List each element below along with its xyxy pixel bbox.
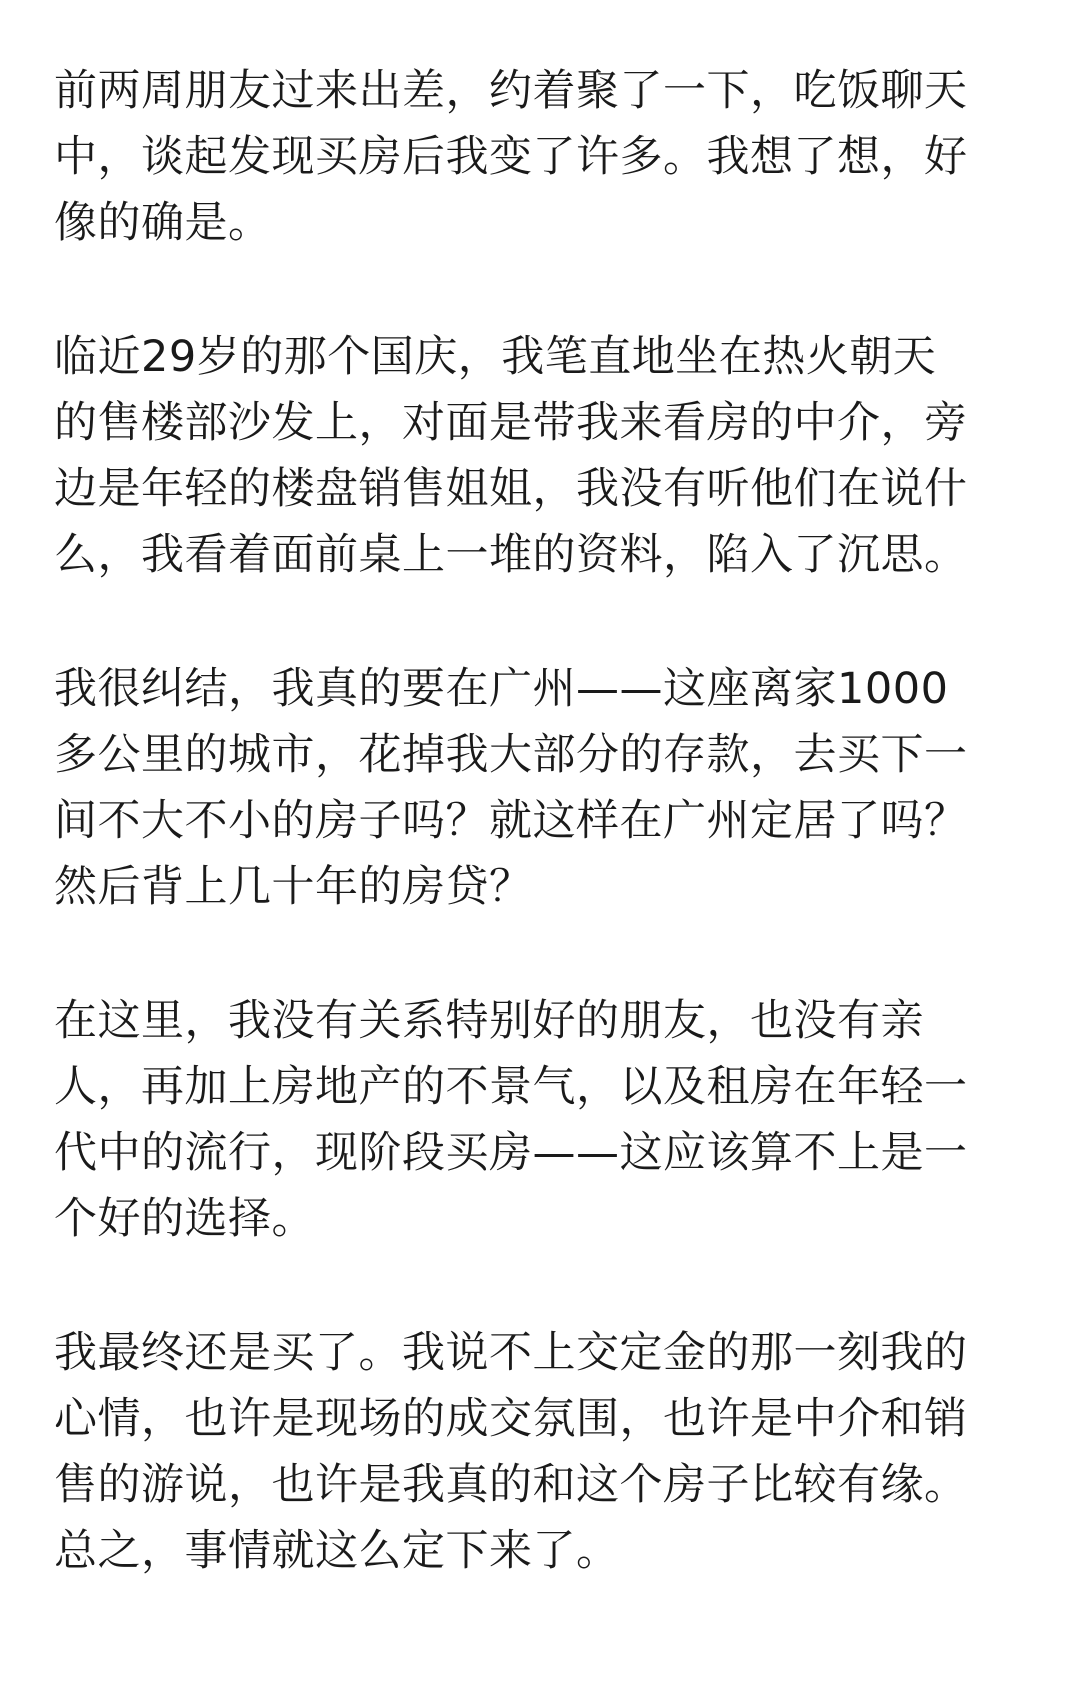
- paragraph-line: 前两周朋友过来出差，约着聚了一下，吃饭聊天: [54, 66, 968, 116]
- paragraph-line: 的售楼部沙发上，对面是带我来看房的中介，旁: [54, 398, 968, 448]
- paragraph-line: 像的确是。: [54, 198, 272, 248]
- paragraph-line: 售的游说，也许是我真的和这个房子比较有缘。: [54, 1460, 968, 1510]
- paragraph-line: 总之，事情就这么定下来了。: [54, 1526, 620, 1576]
- paragraph-line: 我最终还是买了。我说不上交定金的那一刻我的: [54, 1328, 968, 1378]
- paragraph-line: 间不大不小的房子吗？就这样在广州定居了吗？: [54, 796, 968, 846]
- paragraph-line: 人，再加上房地产的不景气，以及租房在年轻一: [54, 1062, 968, 1112]
- paragraph-line: 多公里的城市，花掉我大部分的存款，去买下一: [54, 730, 968, 780]
- paragraph-4: [54, 988, 1030, 1252]
- paragraph-line: 临近29岁的那个国庆，我笔直地坐在热火朝天: [54, 332, 937, 382]
- paragraph-line: 然后背上几十年的房贷？: [54, 862, 533, 912]
- paragraph-line: 边是年轻的楼盘销售姐姐，我没有听他们在说什: [54, 464, 968, 514]
- paragraph-2: [54, 324, 1030, 588]
- paragraph-5: [54, 1320, 1030, 1584]
- paragraph-line: 个好的选择。: [54, 1194, 315, 1244]
- paragraph-line: 在这里，我没有关系特别好的朋友，也没有亲: [54, 996, 924, 1046]
- paragraph-1: [54, 58, 1030, 256]
- paragraph-3: [54, 656, 1030, 920]
- paragraph-line: 中，谈起发现买房后我变了许多。我想了想，好: [54, 132, 968, 182]
- paragraph-line: 么，我看着面前桌上一堆的资料，陷入了沉思。: [54, 530, 968, 580]
- paragraph-line: 我很纠结，我真的要在广州——这座离家1000: [54, 664, 949, 714]
- paragraph-line: 心情，也许是现场的成交氛围，也许是中介和销: [54, 1394, 968, 1444]
- paragraph-line: 代中的流行，现阶段买房——这应该算不上是一: [54, 1128, 968, 1178]
